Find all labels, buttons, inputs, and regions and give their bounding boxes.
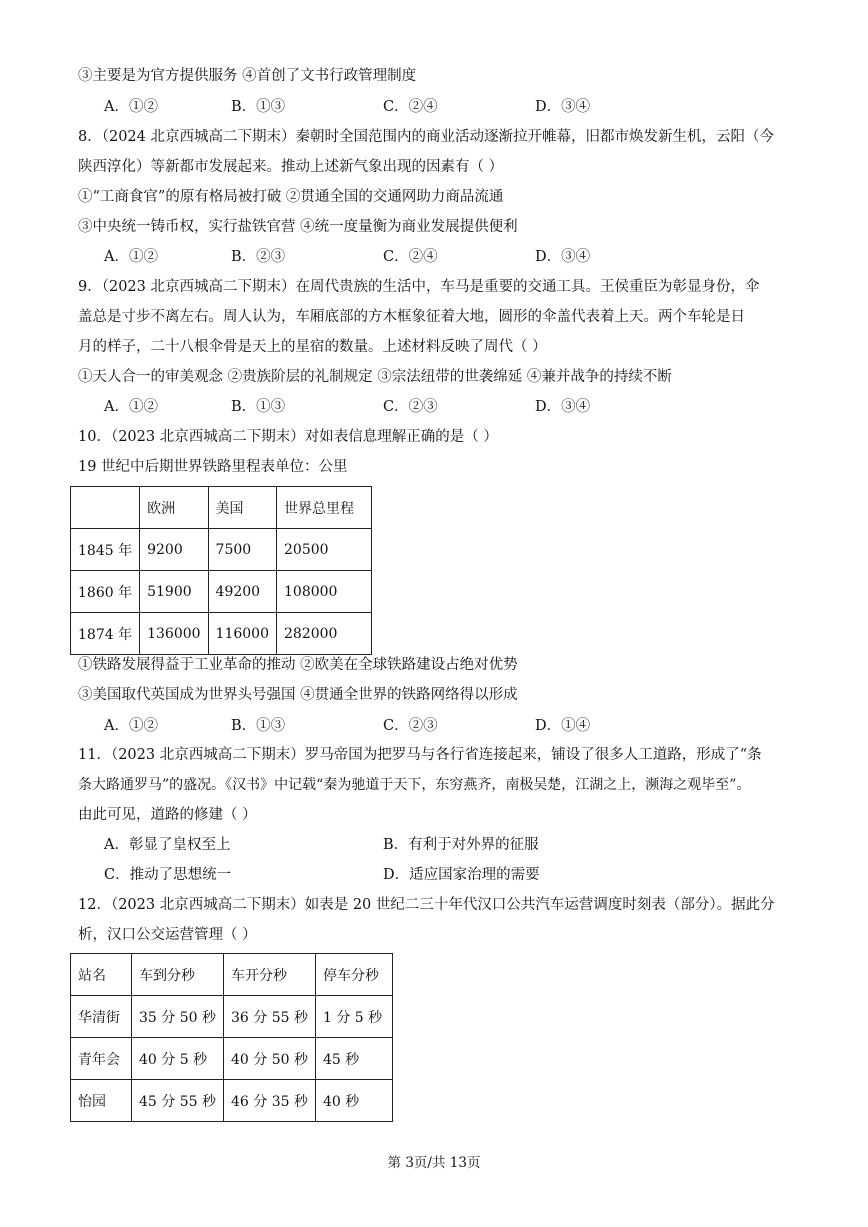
table-cell: 46 分 35 秒	[223, 1080, 315, 1122]
q8-option-b: B．②③	[231, 249, 286, 265]
q9-option-d: D．③④	[535, 399, 591, 415]
q7-option-a: A．①②	[104, 99, 158, 115]
q11-stem-line-1: 11．（2023 北京西城高二下期末）罗马帝国为把罗马与各行省连接起来，铺设了很多人工道路，形成了“条	[78, 747, 762, 763]
q10-item-line-2: ③美国取代英国成为世界头号强国 ④贯通全世界的铁路网络得以形成	[78, 687, 518, 703]
table-cell: 45 分 55 秒	[132, 1080, 224, 1122]
q10-stem: 10．（2023 北京西城高二下期末）对如表信息理解正确的是（ ）	[78, 429, 498, 445]
q9-stem-line-1: 9．（2023 北京西城高二下期末）在周代贵族的生活中，车马是重要的交通工具。王侯重臣为彰显身份，伞	[78, 279, 760, 295]
q10-option-a: A．①②	[104, 718, 158, 734]
table-cell: 35 分 50 秒	[132, 996, 224, 1038]
table-cell: 45 秒	[315, 1038, 392, 1080]
q8-item-line-1: ①“工商食官”的原有格局被打破 ②贯通全国的交通网助力商品流通	[78, 189, 504, 205]
q10-option-b: B．①③	[231, 718, 286, 734]
q9-item-line: ①天人合一的审美观念 ②贵族阶层的礼制规定 ③宗法纽带的世袭绵延 ④兼并战争的持续不断	[78, 369, 672, 385]
q9-option-a: A．①②	[104, 399, 158, 415]
table-cell: 9200	[140, 529, 208, 571]
q9-option-b: B．①③	[231, 399, 286, 415]
q10-option-d: D．①④	[535, 718, 591, 734]
table-header-cell: 车到分秒	[132, 954, 224, 996]
table-row	[71, 613, 372, 655]
table-row	[71, 1038, 393, 1080]
q9-stem-line-3: 月的样子，二十八根伞骨是天上的星宿的数量。上述材料反映了周代（ ）	[78, 339, 547, 355]
q7-option-b: B．①③	[231, 99, 286, 115]
table-cell: 40 分 5 秒	[132, 1038, 224, 1080]
q7-option-c: C．②④	[383, 99, 438, 115]
table-cell: 136000	[140, 613, 208, 655]
page-number-footer: 第 3页/共 13页	[387, 1155, 481, 1171]
table-cell: 40 秒	[315, 1080, 392, 1122]
table-cell: 116000	[208, 613, 276, 655]
table-header-row	[71, 954, 393, 996]
q8-option-a: A．①②	[104, 249, 158, 265]
table-header-cell	[71, 487, 140, 529]
q12-stem-line-1: 12．（2023 北京西城高二下期末）如表是 20 世纪二三十年代汉口公共汽车运营调度时刻表（部分）。据此分	[78, 897, 775, 913]
table-row	[71, 1080, 393, 1122]
table-header-cell: 世界总里程	[277, 487, 372, 529]
q11-stem-line-3: 由此可见，道路的修建（ ）	[78, 807, 257, 823]
bus-schedule-table	[70, 953, 393, 1122]
q8-option-c: C．②④	[383, 249, 438, 265]
q10-table-caption: 19 世纪中后期世界铁路里程表单位：公里	[78, 459, 348, 475]
q11-stem-line-2: 条大路通罗马”的盛况。《汉书》中记载“秦为驰道于天下，东穷燕齐，南极吴楚，江湖之上，濒海之观毕至”。	[78, 777, 751, 793]
table-row	[71, 571, 372, 613]
table-cell: 怡园	[71, 1080, 132, 1122]
q11-option-d: D．适应国家治理的需要	[383, 867, 540, 883]
q12-stem-line-2: 析，汉口公交运营管理（ ）	[78, 927, 257, 943]
table-cell: 1874 年	[71, 613, 140, 655]
table-cell: 49200	[208, 571, 276, 613]
table-cell: 282000	[277, 613, 372, 655]
table-row	[71, 996, 393, 1038]
railway-mileage-table	[70, 486, 372, 655]
q8-stem-line-1: 8．（2024 北京西城高二下期末）秦朝时全国范围内的商业活动逐渐拉开帷幕，旧都市焕发新生机，云阳（今	[78, 129, 774, 145]
q10-item-line-1: ①铁路发展得益于工业革命的推动 ②欧美在全球铁路建设占绝对优势	[78, 657, 518, 673]
table-header-cell: 站名	[71, 954, 132, 996]
table-cell: 40 分 50 秒	[223, 1038, 315, 1080]
q7-item-line: ③主要是为官方提供服务 ④首创了文书行政管理制度	[78, 68, 417, 84]
table-cell: 1845 年	[71, 529, 140, 571]
q7-option-d: D．③④	[535, 99, 591, 115]
table-cell: 7500	[208, 529, 276, 571]
table-cell: 青年会	[71, 1038, 132, 1080]
q10-option-c: C．②③	[383, 718, 438, 734]
table-row	[71, 529, 372, 571]
table-header-cell: 欧洲	[140, 487, 208, 529]
table-header-cell: 停车分秒	[315, 954, 392, 996]
table-cell: 36 分 55 秒	[223, 996, 315, 1038]
q11-option-a: A．彰显了皇权至上	[104, 837, 231, 853]
q9-stem-line-2: 盖总是寸步不离左右。周人认为，车厢底部的方木框象征着大地，圆形的伞盖代表着上天。两个车轮是日	[78, 309, 745, 325]
table-header-row	[71, 487, 372, 529]
table-header-cell: 车开分秒	[223, 954, 315, 996]
q9-option-c: C．②③	[383, 399, 438, 415]
table-cell: 1 分 5 秒	[315, 996, 392, 1038]
table-cell: 108000	[277, 571, 372, 613]
q8-option-d: D．③④	[535, 249, 591, 265]
q11-option-c: C．推动了思想统一	[104, 867, 232, 883]
q8-stem-line-2: 陕西淳化）等新都市发展起来。推动上述新气象出现的因素有（ ）	[78, 159, 504, 175]
table-cell: 1860 年	[71, 571, 140, 613]
table-cell: 20500	[277, 529, 372, 571]
table-cell: 51900	[140, 571, 208, 613]
q11-option-b: B．有利于对外界的征服	[383, 837, 539, 853]
q8-item-line-2: ③中央统一铸币权，实行盐铁官营 ④统一度量衡为商业发展提供便利	[78, 219, 518, 235]
table-cell: 华清街	[71, 996, 132, 1038]
table-header-cell: 美国	[208, 487, 276, 529]
